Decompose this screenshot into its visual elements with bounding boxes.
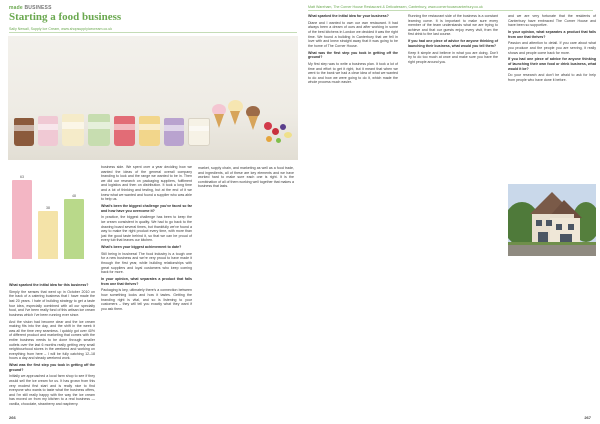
page-number-left: 266 [9, 415, 16, 420]
product-tub [38, 116, 58, 146]
byline-rule-left [9, 32, 297, 33]
interview-question: What's been your biggest achievement to date? [101, 245, 182, 250]
product-photo [8, 36, 298, 160]
interview-answer: business side. We spent over a year deciding how we wanted the ideas of the general overall company branding to look and the range we wanted to be in. Then we did our research on packaging suppliers, fulfilment and logistics and then on distribution. It took a long time and a lot of thinking and testing, but at the end of it we knew what we wanted and found a supplier who was able to help us. [101, 165, 192, 202]
product-tub [164, 118, 184, 146]
bar-value-label: 38 [46, 206, 50, 211]
left-column-1 [9, 283, 95, 407]
interview-question: What was the first step you took in getting off the ground? [308, 50, 398, 60]
orange [266, 136, 272, 142]
corner-house-exterior-photo [508, 184, 596, 256]
product-tub [139, 116, 160, 146]
interview-answer: Simply the senses that went up in October 2010 on the back of a catering business that I have made the last 20 years. I hate of building strategy to get a taste four idea, especially combined with all our specialty food, and I've been really fond of this artisan ice cream business which I've been running ever since. [9, 289, 95, 317]
lemon [284, 132, 292, 138]
interview-answer: Do your research and don't be afraid to ask for help from people who have done it before. [508, 73, 596, 82]
interview-answer: Passion and attention to detail. If you care about what you produce and the people you are serving, it really shows and people come back for more. [508, 41, 596, 55]
bar-plot-area [9, 163, 87, 259]
headline: Starting a food business [9, 11, 122, 23]
byline-right: Matt Wareham, The Corner House Restaurant & Delicatessen, Canterbury, www.cornerhousecanterbury.co.uk [308, 5, 483, 9]
strawberry [264, 122, 272, 130]
interview-answer: Packaging is key, ultimately there's a connection between how something looks and how it tastes. Getting the branding right is vital, and so is listening to your customers – they will tell you exactly what they want if you ask them. [101, 288, 192, 311]
byline-rule-right [308, 10, 593, 11]
right-page [300, 0, 600, 424]
byline-left: Sally Newall, Supply Ice Cream, www.shopsupplyicecream.co.uk [9, 27, 113, 31]
bar [64, 199, 84, 259]
flavour-bar-chart [7, 163, 89, 279]
bar-value-label: 48 [72, 193, 76, 198]
blueberry [280, 124, 286, 130]
interview-answer: Initially we approached a local farm shop to see if they would sell the ice cream for us. It has grown from this very modest first start and is really nice to find everyone who wants to taste what the business offers, and I'm still really happy with the way the ice cream has moved on from my kitchen to a real business — vanilla, chocolate, strawberry and raspberry. [9, 374, 95, 406]
interview-question: What was the first step you took in getting off the ground? [9, 363, 95, 372]
interview-question: What sparked the initial idea for your business? [308, 14, 389, 18]
bar [38, 211, 58, 259]
interview-answer: My first step was to write a business plan. It took a lot of time and effort to get it right, but it meant that when we went to the bank we had a clear idea of what we wanted to do and how we were going to do it, which made the whole process much easier. [308, 61, 398, 85]
corner-house-illustration [508, 184, 596, 256]
interview-question: If you had one piece of advice for anyone thinking of launching their business, what would you tell them? [408, 39, 498, 48]
interview-answer: Still being in business! The food industry is a tough one for a new business and we're very proud to have made it through the first year, while building relationships with great suppliers and loyal customers who keep coming back for more. [101, 251, 192, 275]
interview-answer: In practice, the biggest challenge has been to keep the ice cream consistent in quality. We had to go back to the drawing board several times, but thankfully we've found a way to make the right product every time, with more than just the good taste behind it, so that we can be proud of every tub that leaves our kitchen. [101, 215, 192, 243]
right-column-3 [508, 14, 596, 160]
left-column-3 [198, 166, 294, 222]
interview-answer: Running the restaurant side of the business is a constant learning curve. It is important to make sure every member of the team understands what we are trying to achieve and that our guests enjoy every visit, from the first drink to the last course. [408, 14, 498, 37]
interview-answer: Keep it simple and believe in what you are doing. Don't try to do too much at once and make sure you have the right people around you. [408, 50, 498, 64]
cone [214, 114, 224, 128]
product-tub [114, 116, 135, 146]
interview-answer: market, supply chain, and marketing as well as a food trade, and ingredients, all of these are key elements and we have worked hard to make sure each one is right. It is the combination of all of them working well together that makes a business that lasts. [198, 166, 295, 189]
interview-question: In your opinion, what separates a product that fails from one that thrives? [508, 29, 596, 39]
cone [230, 111, 240, 125]
interview-answer: Diane and I wanted to own our own restaurant. It had always been a dream of ours and after working in some of the best kitchens in London we decided it was the right time. We found a building in Canterbury that we fell in love with and knew straight away that it was going to be the home of The Corner House. [308, 20, 398, 48]
bar [12, 180, 32, 259]
right-column-2 [408, 14, 498, 182]
product-tub [88, 114, 110, 146]
running-head-section: BUSINESS [24, 5, 52, 11]
product-tub [62, 114, 84, 146]
cone [248, 116, 258, 130]
left-column-2 [101, 165, 192, 407]
interview-question: In your opinion, what separates a product that fails from one that thrives? [101, 277, 192, 286]
interview-question: If you had one piece of advice for anyone thinking of launching their own food or drink business, what would it be? [508, 57, 596, 71]
page-number-right: 267 [584, 415, 591, 420]
interview-question: What's been the biggest challenge you've faced so far and how have you overcome it? [101, 203, 192, 213]
interview-answer: and we are very fortunate that the residents of Canterbury have embraced The Corner House and have been so supportive. [508, 14, 596, 28]
interview-question: What sparked the initial idea for this business? [9, 283, 89, 287]
mint [276, 138, 281, 143]
running-head-brand: made [9, 5, 23, 11]
right-column-1 [308, 14, 398, 182]
strawberry [272, 128, 279, 135]
interview-answer: And the vision had become clear and the ice cream making fits into the day, and the shift in the week it was all the time very seamless. I quickly got over 40% of different product and marketing that comes with the entire business needs to be done through smaller outlets over the last 6 months really getting very small neighbourhood stores in the weekend and working on everything from here – I will be fully catching 12–18 hours a day and steady weekend work. [9, 319, 95, 361]
bar-value-label: 63 [20, 174, 24, 179]
product-tub [14, 118, 34, 146]
product-tub [188, 118, 210, 146]
